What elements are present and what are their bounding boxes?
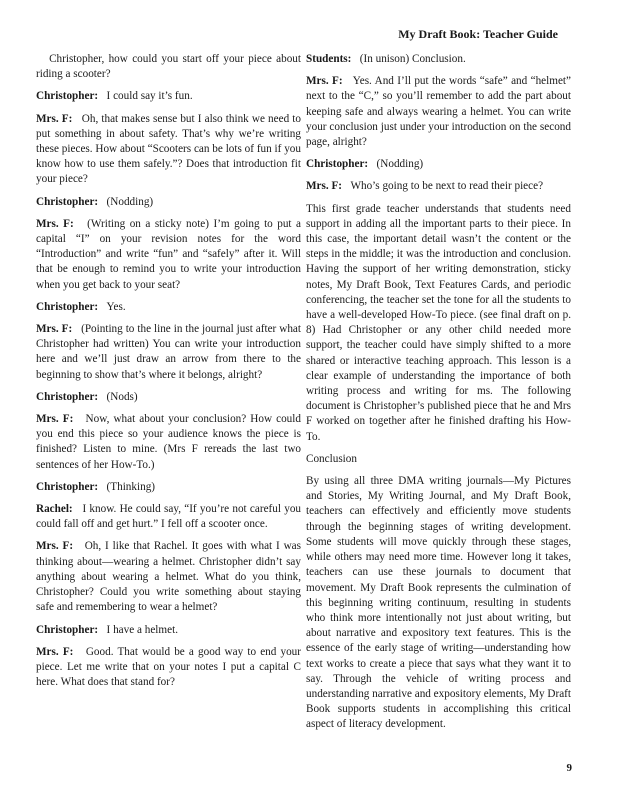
dialogue-text: Christopher, how could you start off your piece about riding a scooter? [36,53,302,81]
dialogue-text: (Nodding) [106,195,154,208]
speaker-label: Christopher: [36,195,99,208]
dialogue-text: (Thinking) [106,480,156,493]
dialogue-text: Now, what about your conclusion? How could you end this piece so your audience knows the piece is finished? Listen to mine. (Mrs F rereads the last two sentences of her How-To.) [36,413,301,471]
dialogue-line [36,89,301,104]
dialogue-line [36,322,301,383]
dialogue-line [36,300,301,315]
dialogue-line [306,74,571,150]
dialogue-text: Yes. And I’ll put the words “safe” and “helmet” next to the “C,” so you’ll remember to add the part about keeping safe and always wearing a helmet. You can write your conclusion just under your introduction on the second page, alright? [306,75,572,149]
dialogue-line [36,539,301,615]
section-heading: Conclusion [306,452,357,465]
dialogue-text: Who’s going to be next to read their piece? [350,180,544,193]
speaker-label: Mrs. F: [36,645,74,658]
dialogue-line [36,645,301,691]
speaker-label: Mrs. F: [306,180,343,193]
speaker-label: Christopher: [36,623,99,636]
speaker-label: Christopher: [306,158,369,171]
dialogue-line [306,157,571,172]
dialogue-line [36,623,301,638]
speaker-label: Christopher: [36,300,99,313]
dialogue-text: (Nodding) [376,158,424,171]
dialogue-line [36,112,301,188]
dialogue-text: I have a helmet. [106,623,178,636]
speaker-label: Christopher: [36,390,99,403]
dialogue-text: Yes. [106,300,126,313]
dialogue-line [36,217,301,293]
speaker-label: Mrs. F: [36,217,74,230]
dialogue-line [36,480,301,495]
dialogue-text: (Writing on a sticky note) I’m going to put a capital “I” on your revision notes for the word “Introduction” and write “fun” and “safely” after it. Will that be enough to remind you to write your introduction when you get back to your seat? [36,217,301,291]
dialogue-text: (Nods) [106,390,138,403]
dialogue-text: I could say it’s fun. [106,90,193,103]
speaker-label: Christopher: [36,480,99,493]
right-column [306,52,571,740]
running-header: My Draft Book: Teacher Guide [398,27,558,41]
speaker-label: Christopher: [36,90,99,103]
dialogue-line [36,502,301,532]
dialogue-line [36,52,301,82]
speaker-label: Rachel: [36,503,73,516]
speaker-label: Mrs. F: [36,540,74,553]
speaker-label: Mrs. F: [36,323,73,336]
left-column [36,52,301,697]
dialogue-text: I know. He could say, “If you’re not careful you could fall off and get hurt.” I fell off a scooter once. [36,503,302,531]
body-paragraph: This first grade teacher understands that students need support in adding all the important parts to their piece. In this case, the important detail wasn’t the content or the steps in the middle; it was the introduction and conclusion. Having the support of her writing demonstration, sticky notes, My Draft Book, Text Features Cards, and periodic conferencing, the teacher set the tone for all the students to have a well-developed How-To piece. (see final draft on p. 8) Had Christopher or any other child needed more support, the teacher could have simply shifted to a more shared or interactive teaching approach. This lesson is a clear example of understanding the importance of both writing process and writing for ms. The following document is Christopher’s published piece that he and Mrs F worked on together after he finished drafting his How-To. [306,202,571,443]
dialogue-text: (Pointing to the line in the journal just after what Christopher had written) You can write your introduction here and we’ll just draw an arrow from there to the beginning to show that’s where it belongs, alright? [36,323,301,381]
page-number: 9 [566,762,572,774]
dialogue-text: Oh, that makes sense but I also think we need to put something in about safety. That’s why we’re writing these pieces. How about “Scooters can be lots of fun if you know how to use them safely.”? Does that introduction fit your piece? [36,112,302,186]
dialogue-text: Oh, I like that Rachel. It goes with what I was thinking about—wearing a helmet. Christopher didn’t say anything about wearing a helmet. What do you think, Christopher? Could you write something about staying safe and remembering to wear a helmet? [36,540,301,614]
dialogue-line [306,179,571,194]
body-paragraph: By using all three DMA writing journals—My Pictures and Stories, My Writing Journal, and My Draft Book, teachers can effectively and efficiently move students through the beginning stages of writing development. Some students will move quickly through these stages, while others may need more time. However long it takes, teachers can use these journals to document that movement. My Draft Book represents the culmination of this beginning writing continuum, resulting in students who think more intentionally not just about writing, but about narrative and expository text features. This is the essence of the early stage of writing—understanding how text works to create a piece that says what they want it to say. Through the vehicle of writing process and understanding narrative and expository elements, My Draft Book supports students in accomplishing this critical aspect of literacy development. [306,475,572,731]
speaker-label: Mrs. F: [36,413,74,426]
dialogue-text: (In unison) Conclusion. [359,53,466,65]
dialogue-line [36,412,301,473]
dialogue-line [36,390,301,405]
dialogue-text: Good. That would be a good way to end your piece. Let me write that on your notes I put a capital C here. What does that stand for? [36,645,301,689]
speaker-label: Mrs. F: [36,112,73,125]
speaker-label: Students: [306,53,352,65]
speaker-label: Mrs. F: [306,75,343,88]
dialogue-line [36,195,301,210]
speaker-label [36,53,49,65]
dialogue-line [306,52,571,67]
